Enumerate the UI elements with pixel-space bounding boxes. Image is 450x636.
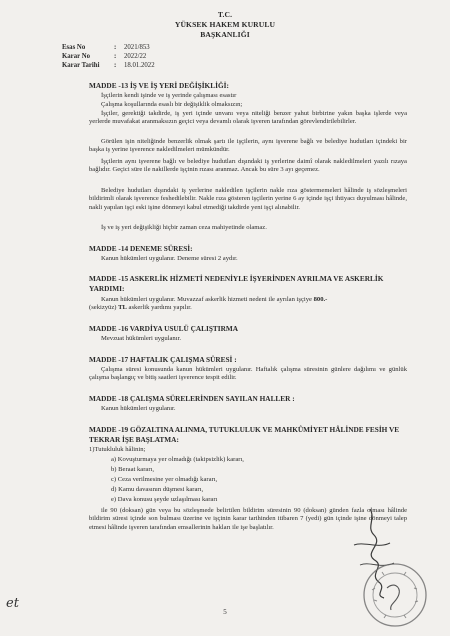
madde-15-p1 [89, 296, 407, 313]
madde-14-heading: MADDE -14 DENEME SÜRESİ: [89, 244, 193, 253]
meta-label: Karar No [62, 53, 91, 60]
madde-16-heading: MADDE -16 VARDİYA USULÜ ÇALIŞTIRMA [89, 324, 239, 333]
madde-13-p7: İş ve iş yeri değişikliği hiçbir zaman ceza mahiyetinde olamaz. [101, 224, 267, 231]
madde-19-item-a: a) Kovuşturmaya yer olmadığı (takipsizlik) kararı, [111, 456, 244, 463]
madde-19-item-d: d) Kamu davasının düşmesi kararı, [111, 486, 204, 493]
madde-13-p5: İşçilerin aynı işverene bağlı ve belediye hudutları dışındaki iş yerlerine daimî olarak nakledilmeleri yazılı rızaya bağlıdır. Geçici süre ile nakillerde işçinin rızası aranmaz. Ancak bu süre 3 ayı geçemez. [89, 158, 407, 174]
madde-19-p1: 1)Tutukluluk hâlinin; [89, 446, 146, 453]
madde-13-p3: İşçiler, gerektiği takdirde, iş yeri içinde unvanı veya niteliği benzer yahut birbirine yakın başka işlerde veya yerlerde muvafakat aranmaksızın geçici veya devamlı olarak işveren tarafından görevlendirilebilirler. [89, 110, 407, 126]
meta-value: 2022/22 [124, 53, 147, 60]
madde-19-item-c: c) Ceza verilmesine yer olmadığı kararı, [111, 476, 218, 483]
page-number: 5 [223, 608, 227, 616]
meta-value: 18.01.2022 [124, 62, 155, 69]
madde-15-amount: 800.- [313, 296, 328, 303]
madde-13-heading: MADDE -13 İŞ VE İŞ YERİ DEĞİŞİKLİĞİ: [89, 81, 229, 90]
meta-value: 2021/853 [124, 44, 150, 51]
meta-label: Esas No [62, 44, 86, 51]
madde-13-p6: Belediye hudutları dışındaki iş yerlerine nakledilen işçilerin nakle rıza göstermemeleri hâlinde iş sözleşmeleri bildirimli olarak işverence feshedilebilir. Nakle rıza gösteren işçilerin yerine 6 ay içinde işçi ihtiyacı duyulması hâlinde, nakli yapılan işçi eski işine dönmeyi kabul etmediği takdirde yeni işçi alınabilir. [89, 187, 407, 211]
madde-17-heading: MADDE -17 HAFTALIK ÇALIŞMA SÜRESİ : [89, 355, 237, 364]
madde-13-p4: Görülen işin niteliğinde benzerlik olmak şartı ile işçilerin, aynı işverene bağlı ve belediye hudutları içindeki bir başka iş yerine işverence nakledilmeleri mümkündür. [89, 138, 407, 154]
margin-handwritten-note: et [6, 596, 19, 611]
header-institution: YÜKSEK HAKEM KURULU [174, 20, 276, 29]
madde-14-p1: Kanun hükümleri uygulanır. Deneme süresi 2 aydır. [101, 255, 238, 262]
header-presidency: BAŞKANLIĞI [200, 30, 250, 39]
madde-18-heading: MADDE -18 ÇALIŞMA SÜRELERİNDEN SAYILAN HALLER : [89, 394, 295, 403]
madde-19-item-b: b) Beraat kararı, [111, 466, 155, 473]
meta-karar-row: Karar No : 2022/22 [62, 53, 147, 60]
madde-15-heading: MADDE -15 ASKERLİK HİZMETİ NEDENİYLE İŞYERİNDEN AYRILMA VE ASKERLİK YARDIMI: [89, 274, 384, 293]
official-seal-icon [360, 560, 430, 630]
meta-label: Karar Tarihi [62, 62, 100, 69]
madde-13-p2: Çalışma koşullarında esaslı bir değişiklik olmaksızın; [101, 101, 243, 108]
madde-13-p1: İşçilerin kendi işinde ve iş yerinde çalışması esastır [101, 92, 237, 99]
madde-15-text-c: (sekizyüz) [89, 304, 119, 312]
madde-18-p1: Kanun hükümleri uygulanır. [101, 405, 176, 412]
meta-esas-row: Esas No : 2021/853 [62, 44, 150, 51]
madde-17-p1: Çalışma süresi konusunda kanun hükümleri uygulanır. Haftalık çalışma süresinin günlere dağılımı ve günlük çalışma başlangıç ve bitiş saatleri işverence tespit edilir. [89, 366, 407, 382]
madde-15-text-e: askerlik yardımı yapılır. [126, 304, 192, 312]
madde-15-text-a: Kanun hükümleri uygulanır. Muvazzaf askerlik hizmeti nedeni ile ayrılan işçiye [101, 296, 314, 303]
header-tc: T.C. [217, 10, 233, 19]
madde-15-currency: TL [118, 304, 127, 312]
madde-19-heading: MADDE -19 GÖZALTINA ALINMA, TUTUKLULUK VE MAHKÛMİYET HÂLİNDE FESİH VE TEKRAR İŞE BAŞLATMA: [89, 425, 400, 444]
madde-19-p2: ile 90 (doksan) gün veya bu sözleşmede belirtilen bildirim süresinin 90 (doksan) günden fazla olması hâlinde bildirim süresi içinde son bulması üzerine ve işçinin karar tarihinden itibaren 7 (yedi) gün içinde işine dönmeyi talep etmesi hâlinde işveren tarafından emsallerinin hakları ile işe başlatılır. [89, 507, 407, 531]
meta-tarih-row: Karar Tarihi : 18.01.2022 [62, 62, 155, 69]
madde-16-p1: Mevzuat hükümleri uygulanır. [101, 335, 182, 342]
madde-19-item-e: e) Dava konusu şeyde uzlaşılması kararı [111, 496, 218, 503]
